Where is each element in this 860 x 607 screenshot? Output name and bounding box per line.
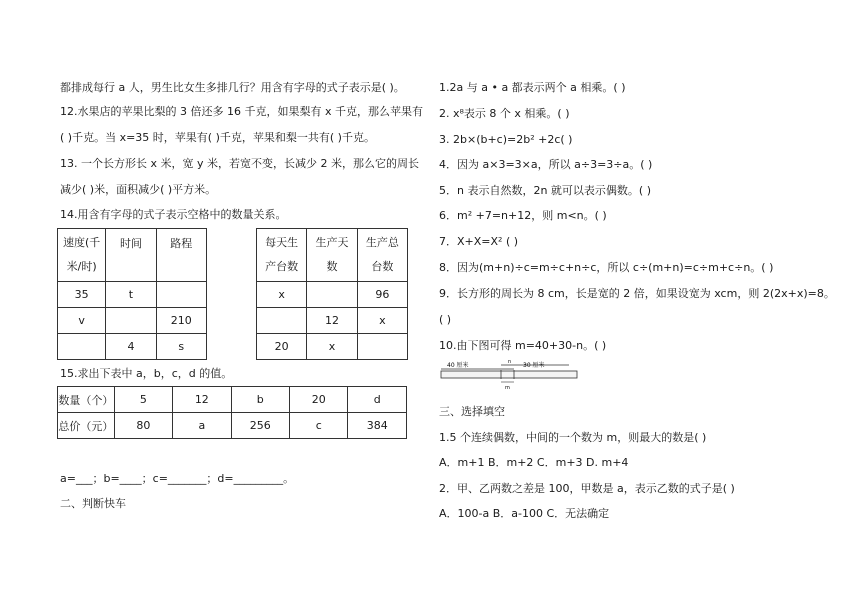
table-row: 35 t [58,282,207,308]
judge-item-5: 5．n 表示自然数，2n 就可以表示偶数。( ) [439,184,652,197]
header-total-output: 生产总 台数 [357,229,407,282]
table-row: 总价（元） 80 a 256 c 384 [58,413,407,439]
choice-q1-options: A．m+1 B．m+2 C．m+3 D. m+4 [439,456,629,469]
quantity-price-table [57,386,407,439]
judge-item-6: 6．m² +7=n+12，则 m<n。( ) [439,209,607,222]
header-days: 生产天 数 [307,229,357,282]
question-14-title: 14.用含有字母的式子表示空格中的数量关系。 [60,208,287,221]
label-m: m [505,385,510,390]
production-table [256,228,408,360]
header-daily-output: 每天生 产台数 [257,229,307,282]
question-13-line2: 减少( )米，面积减少( )平方米。 [60,183,217,196]
judge-item-7: 7．X+X=X² ( ) [439,235,519,248]
table-row: v 210 [58,308,207,334]
table-row: x 96 [257,282,408,308]
answer-blanks: a=___；b=____；c=_______；d=_________。 [60,472,295,485]
judge-item-9: 9．长方形的周长为 8 cm，长是宽的 2 倍，如果设宽为 xcm，则 2(2x+x)=8。 [439,287,835,300]
label-40cm: 40 厘米 [447,362,469,369]
table-row: 12 x [257,308,408,334]
header-time: 时间 [106,229,156,282]
judge-item-10: 10.由下图可得 m=40+30-n。( ) [439,339,607,352]
speed-time-distance-table [57,228,207,360]
table-row: 20 x [257,334,408,360]
segment-diagram [439,358,579,390]
judge-item-8: 8．因为(m+n)÷c=m÷c+n÷c，所以 c÷(m+n)=c÷m+c÷n。( ) [439,261,774,274]
choice-q2: 2．甲、乙两数之差是 100，甲数是 a，表示乙数的式子是( ) [439,482,735,495]
question-12-line1: 12.水果店的苹果比梨的 3 倍还多 16 千克，如果梨有 x 千克，那么苹果有 [60,105,423,118]
question-12-line2: ( )千克。当 x=35 时，苹果有( )千克，苹果和梨一共有( )千克。 [60,131,375,144]
question-15-title: 15.求出下表中 a，b，c，d 的值。 [60,367,233,380]
section-3-heading: 三、选择填空 [439,405,505,418]
choice-q2-options: A．100-a B．a-100 C．无法确定 [439,507,610,520]
judge-item-2: 2. x⁸表示 8 个 x 相乘。( ) [439,107,570,120]
judge-item-3: 3. 2b×(b+c)=2b² +2c( ) [439,133,573,146]
choice-q1: 1.5 个连续偶数，中间的一个数为 m，则最大的数是( ) [439,431,707,444]
question-11-tail: 都排成每行 a 人，男生比女生多排几行？用含有字母的式子表示是( )。 [60,81,405,94]
label-n: n [508,359,512,365]
table-row: 数量（个） 5 12 b 20 d [58,387,407,413]
judge-item-4: 4．因为 a×3=3×a，所以 a÷3=3÷a。( ) [439,158,653,171]
table-row: 4 s [58,334,207,360]
header-distance: 路程 [156,229,206,282]
header-speed: 速度(千 米/时) [58,229,106,282]
label-30cm: 30 厘米 [523,362,545,369]
judge-item-9-blank: ( ) [439,313,452,326]
judge-item-1: 1.2a 与 a • a 都表示两个 a 相乘。( ) [439,81,626,94]
question-13-line1: 13. 一个长方形长 x 米，宽 y 米，若宽不变，长减少 2 米，那么它的周长 [60,157,419,170]
section-2-heading: 二、判断快车 [60,497,126,510]
